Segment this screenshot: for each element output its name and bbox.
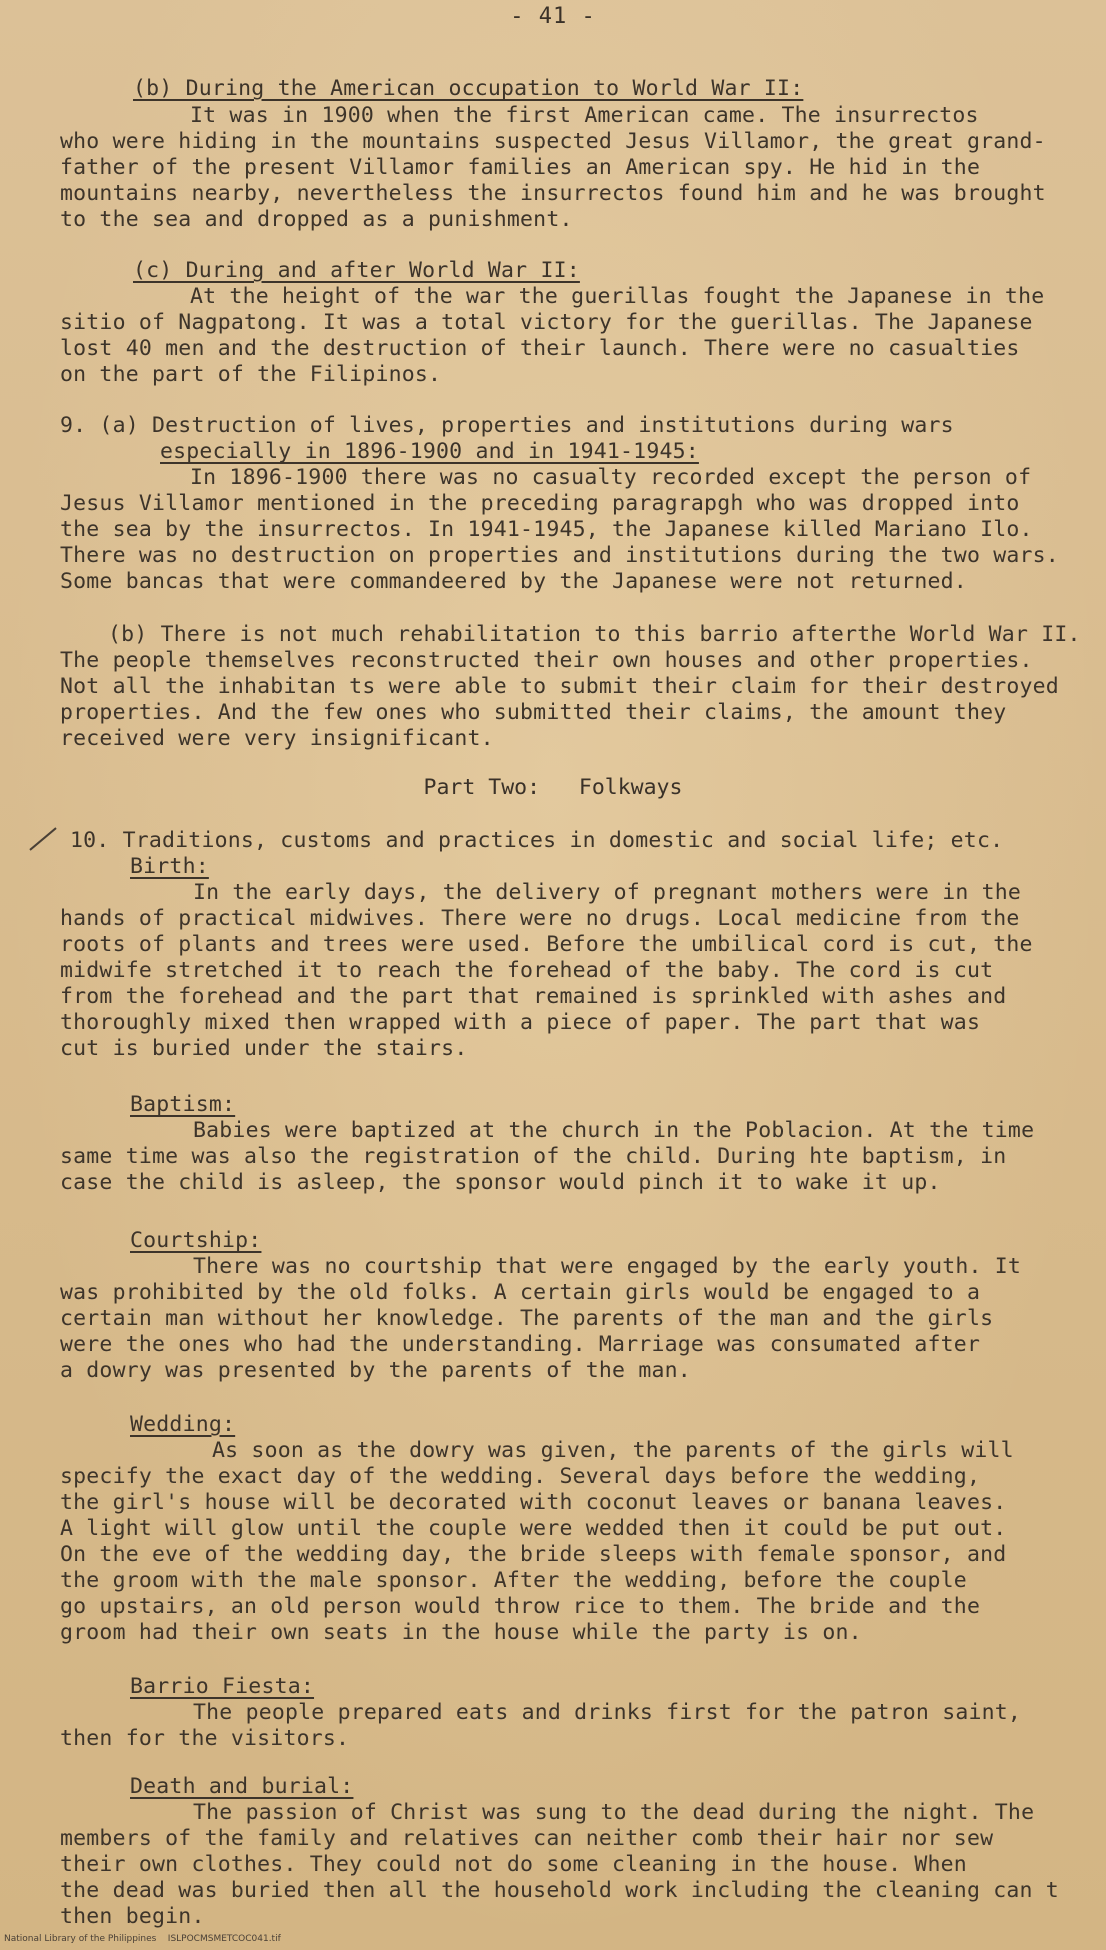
text-line: a dowry was presented by the parents of the man. xyxy=(60,1358,691,1383)
text-line: Babies were baptized at the church in the Poblacion. At the time xyxy=(193,1118,1035,1143)
text-line: The people themselves reconstructed their own houses and other properties. xyxy=(60,648,1033,673)
text-line: father of the present Villamor families an American spy. He hid in the xyxy=(60,155,981,180)
subsection-heading: Birth: xyxy=(130,854,209,879)
text-line: thoroughly mixed then wrapped with a piece of paper. The part that was xyxy=(60,1010,981,1035)
text-line: In 1896-1900 there was no casualty recorded except the person of xyxy=(190,465,1032,490)
text-line: groom had their own seats in the house while the party is on. xyxy=(60,1620,862,1645)
text-line: was prohibited by the old folks. A certain girls would be engaged to a xyxy=(60,1280,981,1305)
text-line: There was no courtship that were engaged by the early youth. It xyxy=(193,1254,1022,1279)
text-line: to the sea and dropped as a punishment. xyxy=(60,207,573,232)
text-line: properties. And the few ones who submitted their claims, the amount they xyxy=(60,700,1007,725)
section-heading: 10. Traditions, customs and practices in domestic and social life; etc. xyxy=(70,828,1004,853)
text-line: the dead was buried then all the household work including the cleaning can t xyxy=(60,1878,1059,1903)
text-line: received were very insignificant. xyxy=(60,726,494,751)
text-line: roots of plants and trees were used. Before the umbilical cord is cut, the xyxy=(60,932,1033,957)
text-line: go upstairs, an old person would throw rice to them. The bride and the xyxy=(60,1594,981,1619)
text-line: were the ones who had the understanding. Marriage was consumated after xyxy=(60,1332,981,1357)
page-number: - 41 - xyxy=(510,4,596,29)
text-line: on the part of the Filipinos. xyxy=(60,362,442,387)
text-line: In the early days, the delivery of pregnant mothers were in the xyxy=(193,880,1022,905)
part-heading: Part Two: Folkways xyxy=(423,775,683,800)
subsection-heading: Death and burial: xyxy=(130,1774,354,1799)
subsection-heading: Baptism: xyxy=(130,1092,236,1117)
text-line: members of the family and relatives can neither comb their hair nor sew xyxy=(60,1826,994,1851)
section-heading: (c) During and after World War II: xyxy=(133,258,580,283)
text-line: the sea by the insurrectos. In 1941-1945, the Japanese killed Mariano Ilo. xyxy=(60,517,1033,542)
archive-footer: National Library of the Philippines ISLPOCMSMETCOC041.tif xyxy=(4,1934,281,1944)
text-line: Some bancas that were commandeered by the Japanese were not returned. xyxy=(60,569,967,594)
text-line: There was no destruction on properties and institutions during the two wars. xyxy=(60,543,1059,568)
text-line: then for the visitors. xyxy=(60,1726,350,1751)
text-line: case the child is asleep, the sponsor would pinch it to wake it up. xyxy=(60,1170,941,1195)
text-line: At the height of the war the guerillas fought the Japanese in the xyxy=(190,284,1045,309)
text-line: Jesus Villamor mentioned in the preceding paragrapgh who was dropped into xyxy=(60,491,1020,516)
margin-mark xyxy=(29,827,56,850)
text-line: It was in 1900 when the first American came. The insurrectos xyxy=(190,103,979,128)
text-line: mountains nearby, nevertheless the insurrectos found him and he was brought xyxy=(60,181,1046,206)
text-line: The passion of Christ was sung to the dead during the night. The xyxy=(193,1800,1035,1825)
section-heading: 9. (a) Destruction of lives, properties and institutions during wars xyxy=(60,413,954,438)
text-line: their own clothes. They could not do some cleaning in the house. When xyxy=(60,1852,967,1877)
text-line: The people prepared eats and drinks first for the patron saint, xyxy=(193,1700,1022,1725)
subsection-heading: Wedding: xyxy=(130,1412,236,1437)
subsection-heading: Barrio Fiesta: xyxy=(130,1674,315,1699)
text-line: who were hiding in the mountains suspected Jesus Villamor, the great grand- xyxy=(60,129,1046,154)
text-line: (b) There is not much rehabilitation to this barrio afterthe World War II. xyxy=(108,622,1081,647)
text-line: Not all the inhabitan ts were able to submit their claim for their destroyed xyxy=(60,674,1059,699)
text-line: A light will glow until the couple were wedded then it could be put out. xyxy=(60,1516,1007,1541)
text-line: hands of practical midwives. There were no drugs. Local medicine from the xyxy=(60,906,1020,931)
text-line: certain man without her knowledge. The parents of the man and the girls xyxy=(60,1306,994,1331)
text-line: sitio of Nagpatong. It was a total victory for the guerillas. The Japanese xyxy=(60,310,1033,335)
text-line: As soon as the dowry was given, the parents of the girls will xyxy=(212,1438,1014,1463)
text-line: from the forehead and the part that remained is sprinkled with ashes and xyxy=(60,984,1007,1009)
text-line: the girl's house will be decorated with coconut leaves or banana leaves. xyxy=(60,1490,1007,1515)
text-line: midwife stretched it to reach the forehead of the baby. The cord is cut xyxy=(60,958,994,983)
text-line: then begin. xyxy=(60,1904,205,1929)
text-line: same time was also the registration of the child. During hte baptism, in xyxy=(60,1144,1007,1169)
text-line: On the eve of the wedding day, the bride sleeps with female sponsor, and xyxy=(60,1542,1007,1567)
text-line: specify the exact day of the wedding. Several days before the wedding, xyxy=(60,1464,981,1489)
text-line: lost 40 men and the destruction of their launch. There were no casualties xyxy=(60,336,1020,361)
text-line: cut is buried under the stairs. xyxy=(60,1036,468,1061)
section-heading: (b) During the American occupation to World War II: xyxy=(133,76,804,101)
section-heading: especially in 1896-1900 and in 1941-1945: xyxy=(160,439,699,464)
text-line: the groom with the male sponsor. After the wedding, before the couple xyxy=(60,1568,967,1593)
subsection-heading: Courtship: xyxy=(130,1228,262,1253)
